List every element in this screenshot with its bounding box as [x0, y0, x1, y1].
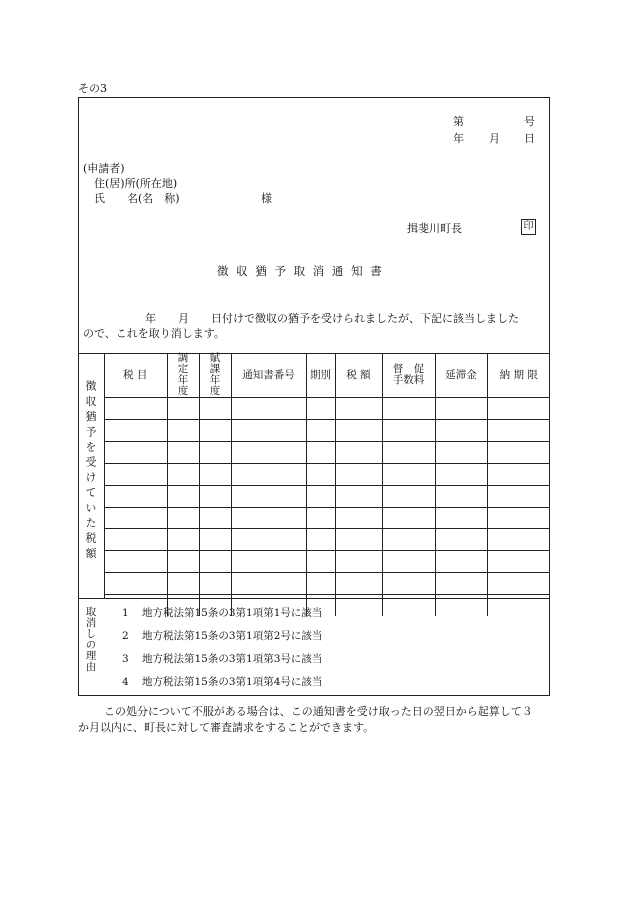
table-cell: [199, 573, 231, 595]
body-text-line1: 年 月 日付けで徴収の猶予を受けられましたが、下記に該当しました: [145, 312, 519, 325]
table-row: [104, 551, 550, 573]
table-cell: [335, 398, 382, 420]
table-cell: [199, 551, 231, 573]
table-cell: [435, 507, 487, 529]
table-cell: [335, 419, 382, 441]
date-month: 月: [489, 132, 500, 145]
table-cell: [382, 507, 435, 529]
table-cell: [306, 573, 335, 595]
table-cell: [335, 573, 382, 595]
table-cell: [306, 551, 335, 573]
table-row: [104, 419, 550, 441]
table-cell: [306, 419, 335, 441]
table-cell: [435, 529, 487, 551]
applicant-heading: (申請者): [83, 162, 125, 175]
table-cell: [435, 398, 487, 420]
table-cell: [487, 529, 550, 551]
table-row: [104, 463, 550, 485]
header-deadline: 納 期 限: [487, 353, 550, 398]
header-notice-number: 通知書番号: [231, 353, 306, 398]
reason-item: 1 地方税法第15条の3第1項第1号に該当: [122, 607, 323, 619]
appeal-notice-line1: この処分について不服がある場合は、この通知書を受け取った日の翌日から起算して３: [104, 705, 533, 718]
reason-item: 4 地方税法第15条の3第1項第4号に該当: [122, 676, 323, 688]
table-cell: [382, 551, 435, 573]
reasons-side-label: 取消しの理由: [84, 606, 97, 672]
table-cell: [306, 463, 335, 485]
table-cell: [104, 551, 167, 573]
table-cell: [335, 463, 382, 485]
table-cell: [487, 551, 550, 573]
table-cell: [199, 441, 231, 463]
table-cell: [382, 419, 435, 441]
table-cell: [335, 485, 382, 507]
table-cell: [382, 441, 435, 463]
table-cell: [382, 573, 435, 595]
table-cell: [104, 485, 167, 507]
table-cell: [167, 573, 199, 595]
table-cell: [306, 507, 335, 529]
table-body: [104, 398, 550, 617]
reason-item: 3 地方税法第15条の3第1項第3号に該当: [122, 653, 323, 665]
table-cell: [382, 529, 435, 551]
name-label: 氏 名(名 称): [94, 192, 180, 205]
table-cell: [104, 398, 167, 420]
table-cell: [335, 507, 382, 529]
table-cell: [335, 529, 382, 551]
table-cell: [231, 419, 306, 441]
table-cell: [104, 529, 167, 551]
table-cell: [104, 441, 167, 463]
table-cell: [231, 507, 306, 529]
table-cell: [167, 441, 199, 463]
table-cell: [435, 573, 487, 595]
date-year: 年: [453, 132, 464, 145]
table-side-label: 徴収猶予を受けていた税額: [84, 380, 97, 563]
table-cell: [487, 419, 550, 441]
doc-number-prefix: 第: [453, 115, 464, 128]
header-tax-item: 税 目: [104, 353, 167, 398]
table-cell: [231, 529, 306, 551]
table-cell: [167, 529, 199, 551]
table-cell: [167, 551, 199, 573]
table-cell: [199, 485, 231, 507]
table-cell: [435, 419, 487, 441]
table-cell: [167, 507, 199, 529]
issuer-name: 揖斐川町長: [407, 222, 462, 235]
header-period: 期別: [306, 353, 335, 398]
reasons-top-rule: [78, 598, 550, 599]
table-cell: [487, 441, 550, 463]
seal-mark: 印: [521, 219, 536, 235]
table-cell: [382, 485, 435, 507]
header-tax-amount: 税 額: [335, 353, 382, 398]
table-cell: [487, 463, 550, 485]
table-cell: [231, 573, 306, 595]
table-cell: [231, 441, 306, 463]
table-cell: [231, 485, 306, 507]
document-title: 徴 収 猶 予 取 消 通 知 書: [217, 264, 384, 278]
table-cell: [487, 398, 550, 420]
table-cell: [335, 551, 382, 573]
table-cell: [487, 485, 550, 507]
table-cell: [435, 441, 487, 463]
table-cell: [231, 463, 306, 485]
table-cell: [199, 507, 231, 529]
table-cell: [435, 485, 487, 507]
honorific: 様: [261, 192, 272, 205]
table-cell: [306, 441, 335, 463]
header-levy-year: 賦 課 年 度: [199, 353, 231, 398]
table-cell: [104, 507, 167, 529]
header-reminder-fee: 督 促 手数料: [382, 353, 435, 398]
doc-number-suffix: 号: [524, 115, 535, 128]
table-cell: [306, 485, 335, 507]
address-label: 住(居)所(所在地): [94, 177, 178, 190]
table-cell: [487, 507, 550, 529]
table-row: [104, 573, 550, 595]
table-cell: [199, 529, 231, 551]
date-day: 日: [524, 132, 535, 145]
table-cell: [167, 419, 199, 441]
table-cell: [199, 463, 231, 485]
table-cell: [167, 485, 199, 507]
table-cell: [104, 573, 167, 595]
table-cell: [306, 529, 335, 551]
table-cell: [487, 573, 550, 595]
table-cell: [382, 463, 435, 485]
tax-amount-table: [104, 353, 550, 616]
header-delay-charge: 延滞金: [435, 353, 487, 398]
table-row: [104, 485, 550, 507]
table-cell: [199, 398, 231, 420]
header-adjust-year: 調 定 年 度: [167, 353, 199, 398]
table-cell: [231, 398, 306, 420]
table-cell: [231, 551, 306, 573]
table-header-row: [104, 353, 550, 398]
table-row: [104, 507, 550, 529]
reason-item: 2 地方税法第15条の3第1項第2号に該当: [122, 630, 323, 642]
page-label: その3: [78, 82, 107, 95]
table-cell: [104, 419, 167, 441]
table-cell: [382, 398, 435, 420]
table-cell: [199, 419, 231, 441]
body-text-line2: ので、これを取り消します。: [83, 327, 225, 340]
table-row: [104, 441, 550, 463]
table-cell: [435, 551, 487, 573]
table-cell: [167, 398, 199, 420]
table-cell: [104, 463, 167, 485]
table-row: [104, 398, 550, 420]
table-row: [104, 529, 550, 551]
table-cell: [306, 398, 335, 420]
appeal-notice-line2: か月以内に、町長に対して審査請求をすることができます。: [78, 721, 375, 734]
table-cell: [335, 441, 382, 463]
table-cell: [167, 463, 199, 485]
table-cell: [435, 463, 487, 485]
